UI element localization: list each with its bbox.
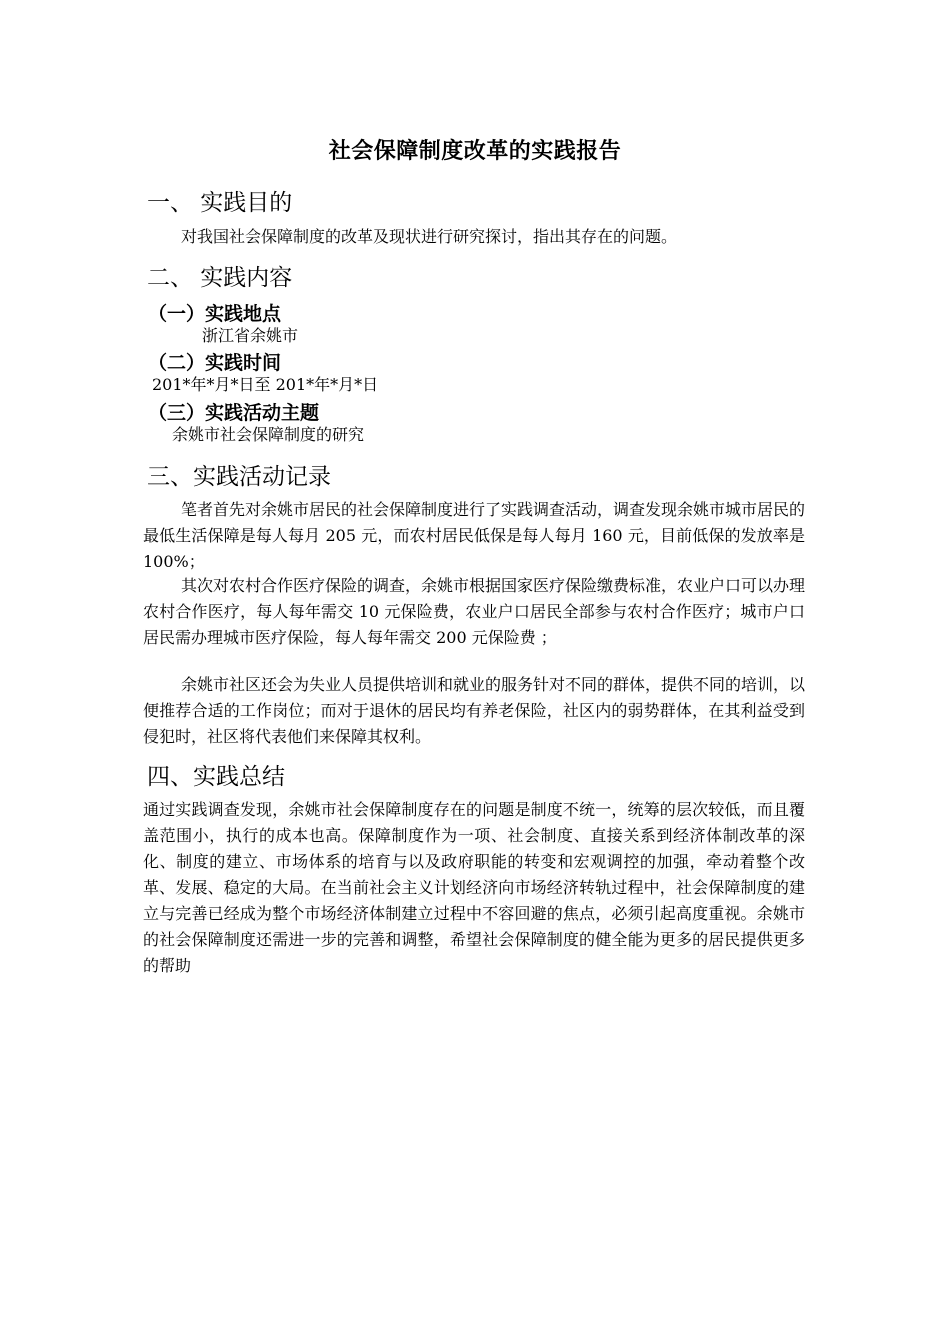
time-body: 201*年*月*日至 201*年*月*日 <box>152 375 379 394</box>
section-heading-content: 二、 实践内容 <box>147 265 293 291</box>
theme-body: 余姚市社会保障制度的研究 <box>172 425 365 444</box>
purpose-body: 对我国社会保障制度的改革及现状进行研究探讨，指出其存在的问题。 <box>181 227 678 246</box>
subheading-theme: （三）实践活动主题 <box>148 402 320 424</box>
record-paragraph-1: 笔者首先对余姚市居民的社会保障制度进行了实践调查活动，调查发现余姚市城市居民的最低生活保障是每人每月 205 元，而农村居民低保是每人每月 160 元，目前低保的发放率是 100%； <box>143 500 806 571</box>
subheading-location: （一）实践地点 <box>148 303 282 325</box>
record-paragraph-3: 余姚市社区还会为失业人员提供培训和就业的服务针对不同的群体，提供不同的培训，以便推荐合适的工作岗位；而对于退休的居民均有养老保险，社区内的弱势群体，在其利益受到侵犯时，社区将代表他们来保障其权利。 <box>143 675 806 746</box>
document-title: 社会保障制度改革的实践报告 <box>328 139 622 164</box>
section-heading-summary: 四、实践总结 <box>147 764 285 790</box>
section-heading-purpose: 一、 实践目的 <box>147 190 293 216</box>
section-heading-record: 三、实践活动记录 <box>147 464 331 490</box>
summary-body: 通过实践调查发现，余姚市社会保障制度存在的问题是制度不统一，统筹的层次较低，而且覆盖范围小，执行的成本也高。保障制度作为一项、社会制度、直接关系到经济体制改革的深化、制度的建立、市场体系的培育与以及政府职能的转变和宏观调控的加强，牵动着整个改革、发展、稳定的大局。在当前社会主义计划经济向市场经济转轨过程中，社会保障制度的建立与完善已经成为整个市场经济体制建立过程中不容回避的焦点，必须引起高度重视。余姚市的社会保障制度还需进一步的完善和调整，希望社会保障制度的健全能为更多的居民提供更多的帮助 <box>143 800 805 975</box>
location-body: 浙江省余姚市 <box>202 326 299 345</box>
record-paragraph-2: 其次对农村合作医疗保险的调查，余姚市根据国家医疗保险缴费标准，农业户口可以办理农村合作医疗，每人每年需交 10 元保险费，农业户口居民全部参与农村合作医疗；城市户口居民需办理城市医疗保险，每人每年需交 200 元保险费 ； <box>143 576 806 647</box>
subheading-time: （二）实践时间 <box>148 352 282 374</box>
